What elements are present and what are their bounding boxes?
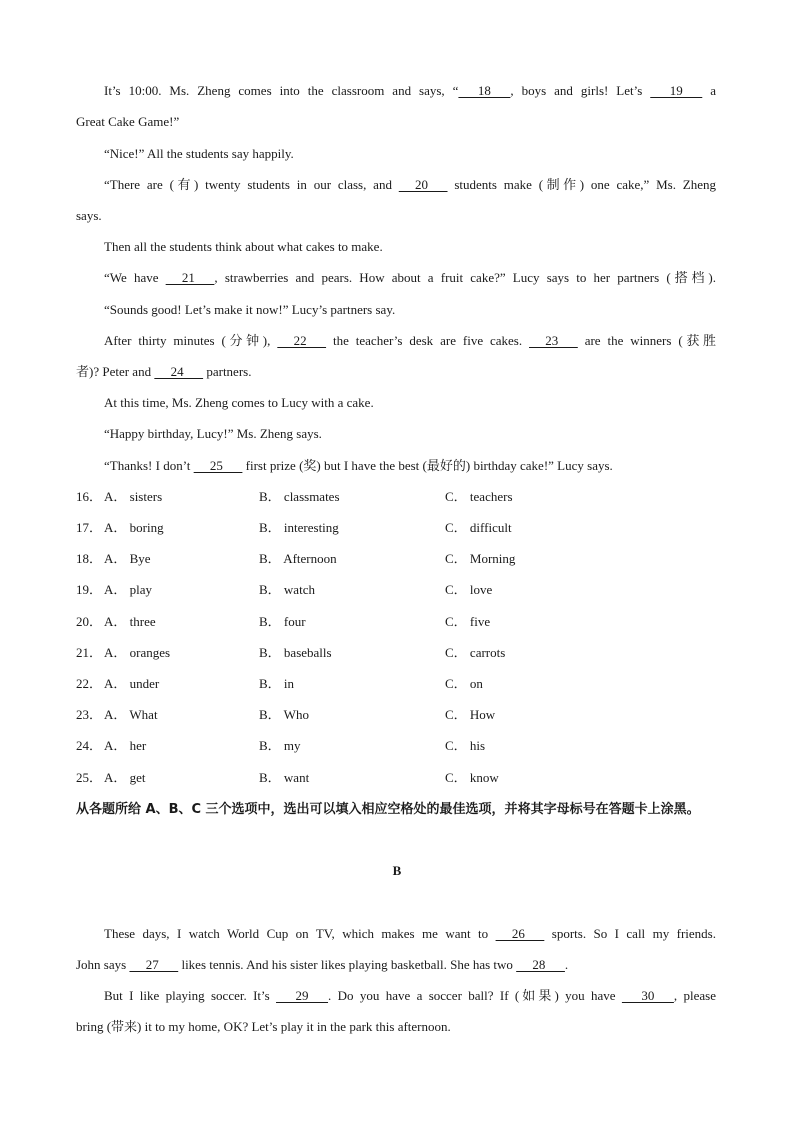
question-number: 25．: [76, 770, 103, 785]
blank-25: 25: [193, 458, 243, 473]
question-number: 23．: [76, 707, 103, 722]
paragraph-6: “Sounds good! Let’s make it now!” Lucy’s partners say.: [104, 302, 396, 317]
text: “There are (有) twenty students in our class, and: [104, 177, 399, 192]
paragraph-1-line-2: Great Cake Game!”: [76, 114, 180, 129]
option-c: C． five: [445, 614, 491, 629]
option-c: C． How: [445, 707, 496, 722]
option-a: A． oranges: [104, 645, 171, 660]
option-b: B． baseballs: [259, 645, 332, 660]
option-c: C． teachers: [445, 489, 513, 504]
blank-26: 26: [495, 926, 545, 941]
option-c: C． his: [445, 738, 486, 753]
section-instruction: 从各题所给 A、B、C 三个选项中，选出可以填入相应空格处的最佳选项，并将其字母标号在答题卡上涂黑。: [76, 802, 700, 817]
text: . Do you have a soccer ball? If (如果) you have: [328, 988, 622, 1003]
option-b: B． Who: [259, 707, 309, 722]
option-a: A． play: [104, 582, 153, 597]
question-number: 20．: [76, 614, 103, 629]
text: sports. So I call my friends.: [544, 926, 716, 941]
paragraph-7-line-1: [104, 332, 716, 350]
option-b: B． classmates: [259, 489, 340, 504]
text: These days, I watch World Cup on TV, which makes me want to: [104, 926, 496, 941]
text: partners.: [203, 364, 252, 379]
blank-21: 21: [165, 270, 215, 285]
option-a: A． under: [104, 676, 160, 691]
question-number: 21．: [76, 645, 103, 660]
option-b: B． in: [259, 676, 295, 691]
option-b: B． watch: [259, 582, 315, 597]
paragraph-4: Then all the students think about what cakes to make.: [104, 239, 383, 254]
passage-b-paragraph-1-line-2: [76, 956, 716, 974]
text: 者)? Peter and: [76, 364, 155, 379]
text: , boys and girls! Let’s: [510, 83, 651, 98]
blank-20: 20: [398, 177, 448, 192]
text: It’s 10:00. Ms. Zheng comes into the classroom and says, “: [104, 83, 459, 98]
blank-23: 23: [529, 333, 578, 348]
option-a: A． her: [104, 738, 147, 753]
section-heading: B: [392, 863, 402, 878]
text: .: [564, 957, 569, 972]
option-c: C． Morning: [445, 551, 516, 566]
option-b: B． four: [259, 614, 306, 629]
option-c: C． difficult: [445, 520, 512, 535]
text: the teacher’s desk are five cakes.: [326, 333, 530, 348]
blank-19: 19: [650, 83, 703, 98]
paragraph-3-line-1: [104, 176, 716, 194]
paragraph-10: [104, 457, 716, 475]
question-number: 16．: [76, 489, 103, 504]
text: are the winners (获胜: [577, 333, 716, 348]
paragraph-1-line-1: [104, 82, 716, 100]
blank-18: 18: [458, 83, 511, 98]
text: , please: [673, 988, 716, 1003]
text: students make (制作) one cake,” Ms. Zheng: [447, 177, 716, 192]
text: a: [702, 83, 717, 98]
paragraph-7-line-2: [76, 363, 716, 381]
question-number: 22．: [76, 676, 103, 691]
question-number: 18．: [76, 551, 103, 566]
text: John says: [76, 957, 130, 972]
text: , strawberries and pears. How about a fruit cake?” Lucy says to her partners (搭档).: [214, 270, 716, 285]
question-number: 19．: [76, 582, 103, 597]
text: After thirty minutes (分钟),: [104, 333, 278, 348]
paragraph-5: [104, 269, 716, 287]
paragraph-9: “Happy birthday, Lucy!” Ms. Zheng says.: [104, 426, 322, 441]
passage-b-paragraph-2-line-1: [104, 987, 716, 1005]
blank-22: 22: [277, 333, 327, 348]
blank-29: 29: [276, 988, 329, 1003]
blank-27: 27: [129, 957, 179, 972]
passage-b-paragraph-1-line-1: [104, 925, 716, 943]
option-b: B． Afternoon: [259, 551, 337, 566]
option-b: B． my: [259, 738, 301, 753]
option-a: A． sisters: [104, 489, 163, 504]
option-a: A． three: [104, 614, 156, 629]
paragraph-2: “Nice!” All the students say happily.: [104, 146, 294, 161]
paragraph-8: At this time, Ms. Zheng comes to Lucy with a cake.: [104, 395, 374, 410]
question-number: 17．: [76, 520, 103, 535]
text: “We have: [104, 270, 166, 285]
option-c: C． know: [445, 770, 499, 785]
passage-b-paragraph-2-line-2: bring (带来) it to my home, OK? Let’s play it in the park this afternoon.: [76, 1019, 451, 1034]
blank-24: 24: [154, 364, 204, 379]
text: first prize (奖) but I have the best (最好的) birthday cake!” Lucy says.: [242, 458, 613, 473]
option-a: A． get: [104, 770, 146, 785]
option-c: C． love: [445, 582, 493, 597]
text: But I like playing soccer. It’s: [104, 988, 277, 1003]
option-a: A． Bye: [104, 551, 151, 566]
text: likes tennis. And his sister likes playing basketball. She has two: [178, 957, 517, 972]
option-c: C． carrots: [445, 645, 506, 660]
text: “Thanks! I don’t: [104, 458, 194, 473]
option-b: B． interesting: [259, 520, 339, 535]
paragraph-3-line-2: says.: [76, 208, 102, 223]
blank-28: 28: [516, 957, 565, 972]
option-b: B． want: [259, 770, 310, 785]
option-c: C． on: [445, 676, 483, 691]
blank-30: 30: [621, 988, 674, 1003]
option-a: A． boring: [104, 520, 164, 535]
option-a: A． What: [104, 707, 158, 722]
question-number: 24．: [76, 738, 103, 753]
